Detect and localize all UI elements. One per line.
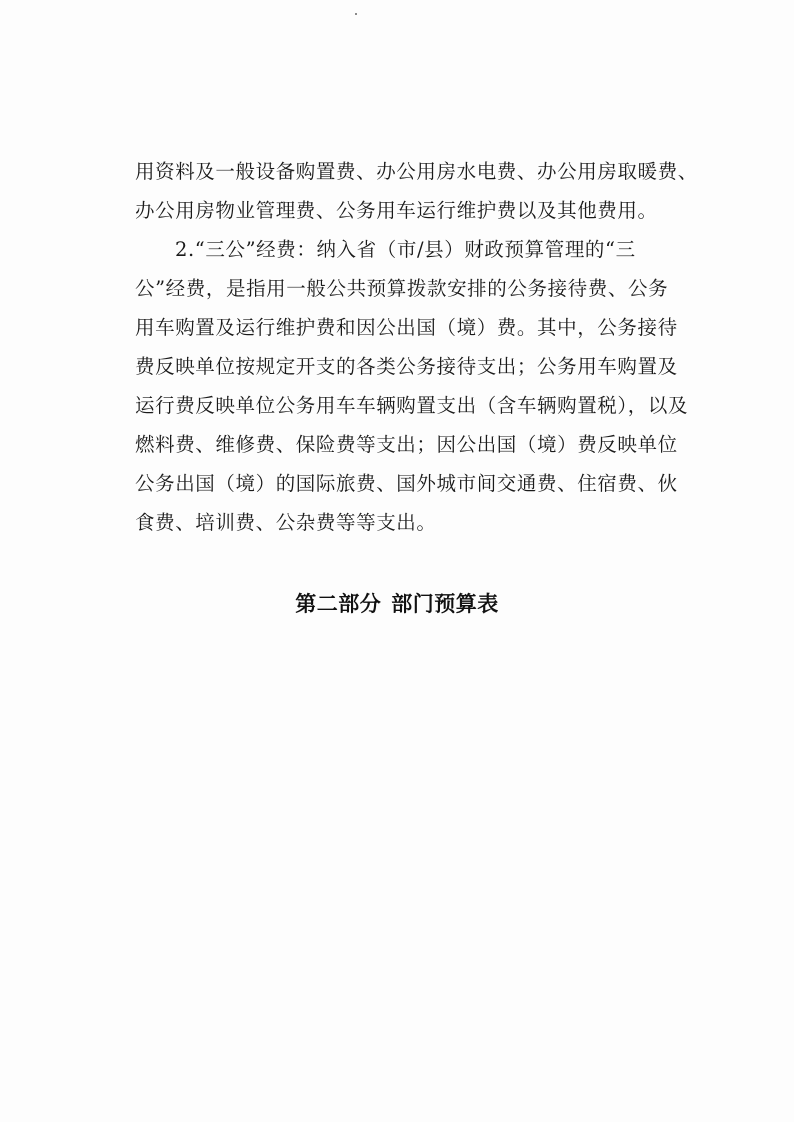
paragraph-line: 公”经费，是指用一般公共预算拨款安排的公务接待费、公务 [135,277,669,300]
body-text [135,152,698,542]
paragraph-line: 公务出国（境）的国际旅费、国外城市间交通费、住宿费、伙 [135,472,678,495]
paragraph-line: 食费、培训费、公杂费等等支出。 [135,511,437,534]
paragraph-line: 用资料及一般设备购置费、办公用房水电费、办公用房取暖费、 [135,160,698,183]
paragraph-line: 费反映单位按规定开支的各类公务接待支出；公务用车购置及 [135,355,678,378]
section-part-label: 第二部分 [295,592,382,616]
paragraph-line: 运行费反映单位公务用车车辆购置支出（含车辆购置税），以及 [135,394,689,417]
paragraph-line: 办公用房物业管理费、公务用车运行维护费以及其他费用。 [135,199,658,222]
paragraph-line: 燃料费、维修费、保险费等支出；因公出国（境）费反映单位 [135,433,678,456]
paragraph-line: 用车购置及运行维护费和因公出国（境）费。其中，公务接待 [135,316,678,339]
section-title-label: 部门预算表 [391,592,499,616]
section-heading [0,588,794,618]
paragraph-line: 2.“三公”经费：纳入省（市/县）财政预算管理的“三 [175,238,636,261]
scan-speck [355,13,357,15]
